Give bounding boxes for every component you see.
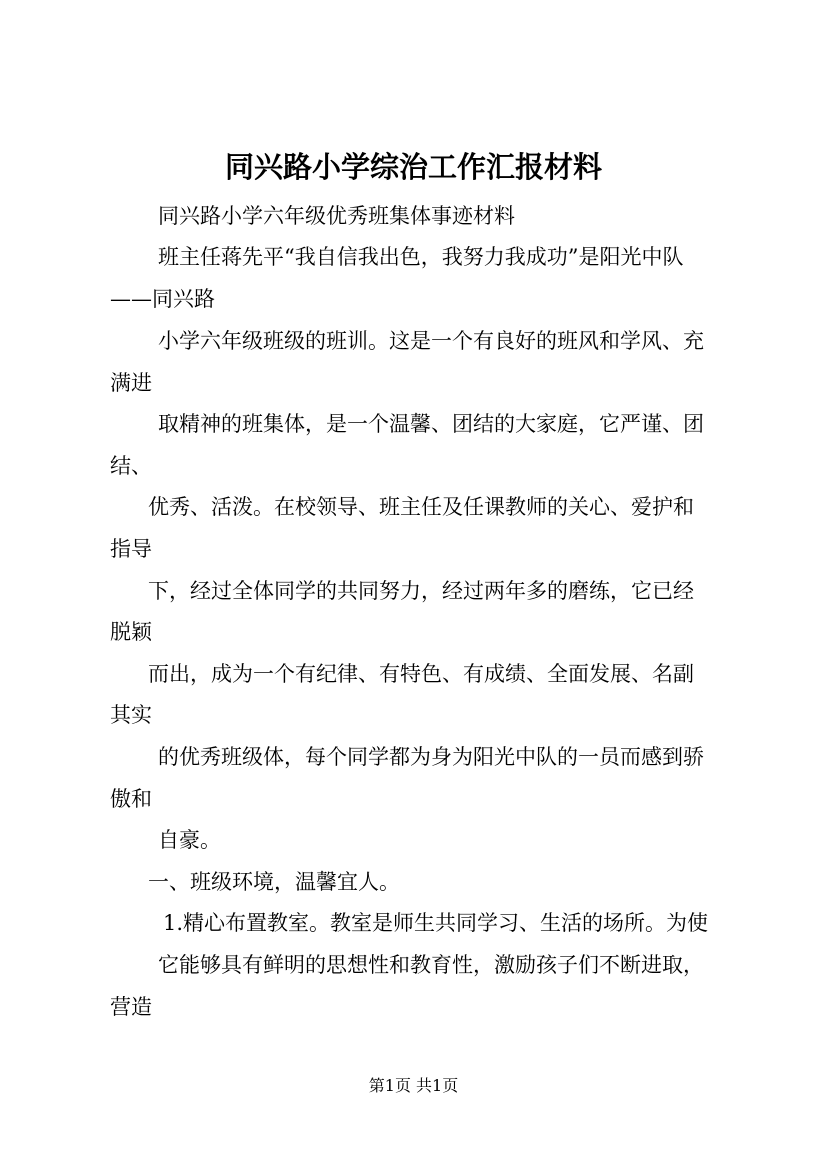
text-line: 优秀、活泼。在校领导、班主任及任课教师的关心、爱护和 (148, 495, 694, 519)
text-line: 取精神的班集体，是一个温馨、团结的大家庭，它严谨、团 (158, 412, 704, 436)
text-line: 营造 (110, 995, 152, 1019)
section-heading: 一、班级环境，温馨宜人。 (148, 870, 400, 894)
text-line: 傲和 (110, 787, 152, 811)
page-number-footer: 第1页 共1页 (368, 1076, 459, 1095)
text-line: 的优秀班级体，每个同学都为身为阳光中队的一员而感到骄 (158, 745, 704, 769)
text-line: 指导 (110, 537, 152, 561)
document-title: 同兴路小学综治工作汇报材料 (224, 150, 602, 184)
text-line: 它能够具有鲜明的思想性和教育性，激励孩子们不断进取， (158, 953, 704, 977)
text-line: ——同兴路 (110, 287, 215, 311)
text-line: 其实 (110, 703, 152, 727)
text-line: 1.精心布置教室。教室是师生共同学习、生活的场所。为使 (163, 911, 709, 935)
text-line: 结、 (110, 454, 152, 478)
text-line: 自豪。 (158, 828, 221, 852)
text-line: 下，经过全体同学的共同努力，经过两年多的磨练，它已经 (148, 579, 694, 603)
text-line: 小学六年级班级的班训。这是一个有良好的班风和学风、充 (158, 329, 704, 353)
text-line: 而出，成为一个有纪律、有特色、有成绩、全面发展、名副 (148, 662, 694, 686)
text-line: 班主任蒋先平“我自信我出色，我努力我成功”是阳光中队 (158, 245, 684, 269)
text-line: 同兴路小学六年级优秀班集体事迹材料 (158, 204, 515, 228)
text-line: 满进 (110, 371, 152, 395)
text-line: 脱颖 (110, 620, 152, 644)
